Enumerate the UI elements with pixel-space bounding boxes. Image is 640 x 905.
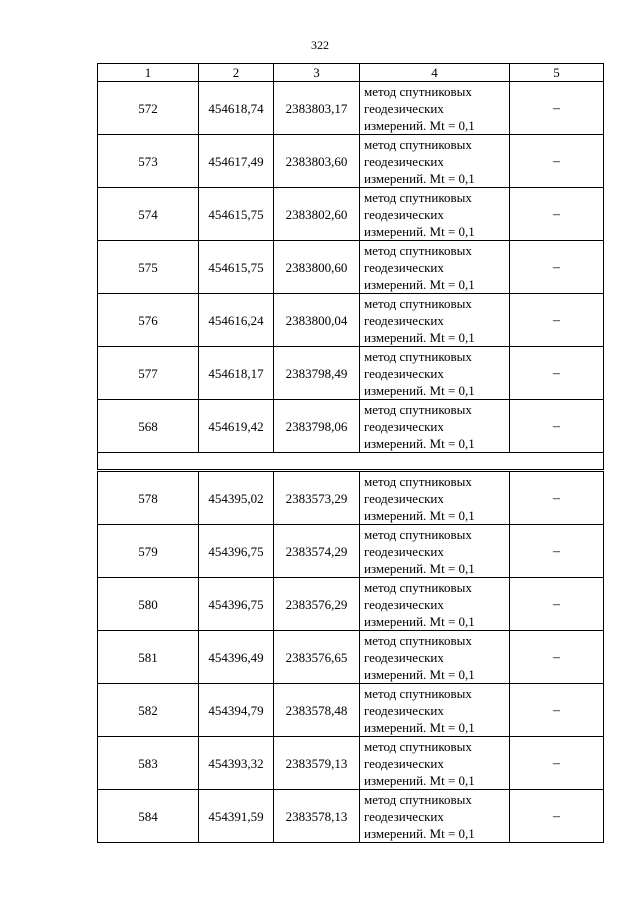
method-line-2: геодезических [364, 312, 444, 328]
coord-y: 2383798,49 [274, 347, 360, 400]
empty-dash: – [510, 737, 604, 790]
point-number: 576 [98, 294, 199, 347]
method-line-1: метод спутниковых [364, 348, 472, 364]
method-line-1: метод спутниковых [364, 242, 472, 258]
method-line-1: метод спутниковых [364, 136, 472, 152]
header-col-5: 5 [510, 64, 604, 82]
empty-dash: – [510, 578, 604, 631]
empty-dash: – [510, 400, 604, 453]
coord-y: 2383576,29 [274, 578, 360, 631]
coord-x: 454393,32 [199, 737, 274, 790]
method-line-2: геодезических [364, 418, 444, 434]
method-line-1: метод спутниковых [364, 401, 472, 417]
table-row [98, 400, 604, 453]
method-description [360, 525, 510, 578]
table-row [98, 578, 604, 631]
method-description [360, 472, 510, 525]
table-row [98, 294, 604, 347]
empty-dash: – [510, 631, 604, 684]
spacer-cell [98, 453, 604, 470]
empty-dash: – [510, 82, 604, 135]
coord-y: 2383800,60 [274, 241, 360, 294]
method-description [360, 631, 510, 684]
table-row [98, 82, 604, 135]
coordinates-table-top [97, 63, 604, 470]
point-number: 574 [98, 188, 199, 241]
header-col-4: 4 [360, 64, 510, 82]
page-number: 322 [311, 38, 329, 52]
method-description [360, 578, 510, 631]
point-number: 581 [98, 631, 199, 684]
method-line-1: метод спутниковых [364, 83, 472, 99]
method-line-3: измерений. Mt = 0,1 [364, 719, 475, 735]
method-line-3: измерений. Mt = 0,1 [364, 560, 475, 576]
method-line-3: измерений. Mt = 0,1 [364, 223, 475, 239]
coord-x: 454394,79 [199, 684, 274, 737]
method-line-2: геодезических [364, 100, 444, 116]
method-line-1: метод спутниковых [364, 295, 472, 311]
coord-y: 2383798,06 [274, 400, 360, 453]
point-number: 568 [98, 400, 199, 453]
method-line-3: измерений. Mt = 0,1 [364, 435, 475, 451]
method-line-1: метод спутниковых [364, 632, 472, 648]
method-line-2: геодезических [364, 755, 444, 771]
point-number: 573 [98, 135, 199, 188]
coord-y: 2383576,65 [274, 631, 360, 684]
method-line-2: геодезических [364, 490, 444, 506]
coord-x: 454395,02 [199, 472, 274, 525]
method-line-1: метод спутниковых [364, 791, 472, 807]
coord-x: 454615,75 [199, 241, 274, 294]
coord-y: 2383802,60 [274, 188, 360, 241]
method-line-2: геодезических [364, 206, 444, 222]
header-col-3: 3 [274, 64, 360, 82]
coord-x: 454617,49 [199, 135, 274, 188]
point-number: 575 [98, 241, 199, 294]
table-row [98, 790, 604, 843]
empty-dash: – [510, 294, 604, 347]
empty-dash: – [510, 347, 604, 400]
coord-x: 454615,75 [199, 188, 274, 241]
point-number: 582 [98, 684, 199, 737]
coord-x: 454396,75 [199, 578, 274, 631]
method-description [360, 294, 510, 347]
coord-y: 2383803,17 [274, 82, 360, 135]
point-number: 578 [98, 472, 199, 525]
method-description [360, 400, 510, 453]
coord-y: 2383803,60 [274, 135, 360, 188]
point-number: 584 [98, 790, 199, 843]
coord-x: 454396,75 [199, 525, 274, 578]
table-row [98, 631, 604, 684]
spacer-row [98, 453, 604, 470]
method-description [360, 135, 510, 188]
coord-y: 2383573,29 [274, 472, 360, 525]
table-row [98, 347, 604, 400]
header-col-2: 2 [199, 64, 274, 82]
method-description [360, 684, 510, 737]
method-line-1: метод спутниковых [364, 738, 472, 754]
coord-x: 454396,49 [199, 631, 274, 684]
point-number: 579 [98, 525, 199, 578]
method-line-2: геодезических [364, 365, 444, 381]
empty-dash: – [510, 525, 604, 578]
coord-x: 454391,59 [199, 790, 274, 843]
table-row [98, 135, 604, 188]
method-description [360, 347, 510, 400]
method-description [360, 737, 510, 790]
coord-x: 454616,24 [199, 294, 274, 347]
coord-y: 2383579,13 [274, 737, 360, 790]
coord-x: 454618,74 [199, 82, 274, 135]
method-line-3: измерений. Mt = 0,1 [364, 507, 475, 523]
point-number: 583 [98, 737, 199, 790]
empty-dash: – [510, 188, 604, 241]
method-line-1: метод спутниковых [364, 579, 472, 595]
table-row [98, 188, 604, 241]
method-description [360, 241, 510, 294]
method-line-2: геодезических [364, 259, 444, 275]
coord-y: 2383578,48 [274, 684, 360, 737]
point-number: 577 [98, 347, 199, 400]
table-row [98, 684, 604, 737]
point-number: 580 [98, 578, 199, 631]
method-line-3: измерений. Mt = 0,1 [364, 825, 475, 841]
coord-y: 2383578,13 [274, 790, 360, 843]
method-line-2: геодезических [364, 153, 444, 169]
method-line-1: метод спутниковых [364, 189, 472, 205]
coord-y: 2383574,29 [274, 525, 360, 578]
coord-x: 454618,17 [199, 347, 274, 400]
table-row [98, 525, 604, 578]
method-line-3: измерений. Mt = 0,1 [364, 329, 475, 345]
header-row [98, 64, 604, 82]
method-line-3: измерений. Mt = 0,1 [364, 666, 475, 682]
method-line-2: геодезических [364, 702, 444, 718]
method-description [360, 188, 510, 241]
coord-x: 454619,42 [199, 400, 274, 453]
empty-dash: – [510, 472, 604, 525]
method-line-1: метод спутниковых [364, 473, 472, 489]
method-line-2: геодезических [364, 808, 444, 824]
empty-dash: – [510, 135, 604, 188]
coordinates-table-bottom [97, 471, 604, 843]
table-row [98, 241, 604, 294]
point-number: 572 [98, 82, 199, 135]
table-row [98, 737, 604, 790]
method-line-3: измерений. Mt = 0,1 [364, 170, 475, 186]
method-line-2: геодезических [364, 649, 444, 665]
method-line-2: геодезических [364, 596, 444, 612]
method-line-3: измерений. Mt = 0,1 [364, 276, 475, 292]
method-line-1: метод спутниковых [364, 685, 472, 701]
method-description [360, 82, 510, 135]
empty-dash: – [510, 790, 604, 843]
method-line-2: геодезических [364, 543, 444, 559]
empty-dash: – [510, 684, 604, 737]
method-line-1: метод спутниковых [364, 526, 472, 542]
method-line-3: измерений. Mt = 0,1 [364, 613, 475, 629]
method-line-3: измерений. Mt = 0,1 [364, 772, 475, 788]
method-line-3: измерений. Mt = 0,1 [364, 382, 475, 398]
coord-y: 2383800,04 [274, 294, 360, 347]
empty-dash: – [510, 241, 604, 294]
method-description [360, 790, 510, 843]
header-col-1: 1 [98, 64, 199, 82]
table-row [98, 472, 604, 525]
method-line-3: измерений. Mt = 0,1 [364, 117, 475, 133]
